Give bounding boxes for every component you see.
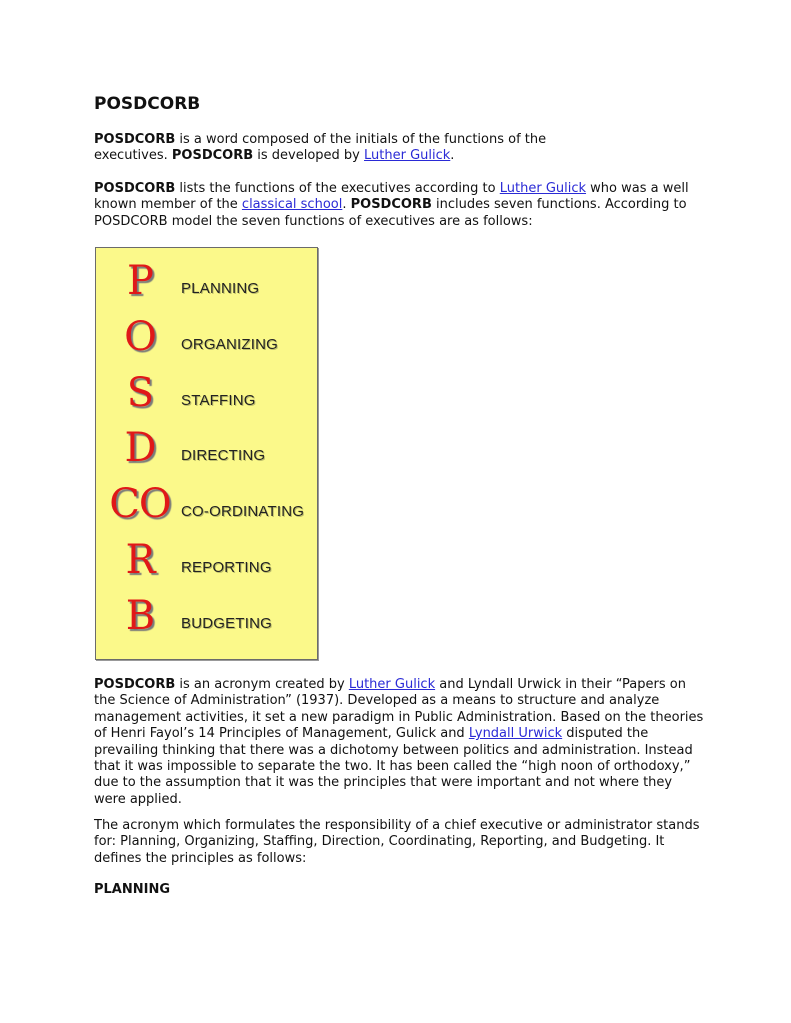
- bold-term: POSDCORB: [94, 181, 176, 196]
- poster-row-staffing: [96, 370, 317, 426]
- poster-row-organizing: [96, 314, 317, 370]
- poster-row-budgeting: [96, 593, 317, 649]
- acronym-paragraph: [94, 677, 706, 808]
- text-span: disputed the prevailing thinking that there was a dichotomy between politics and administration. Instead that it was impossible to separate the two. It has been called the “high noon of orthodoxy,” due to the assumption that it was the principles that were important and not where they were applied.: [94, 726, 693, 807]
- bold-term: POSDCORB: [171, 148, 254, 164]
- text-span: lists the functions of the executives according to: [175, 181, 500, 196]
- luther-gulick-link[interactable]: Luther Gulick: [499, 181, 587, 196]
- text-span: is an acronym created by: [175, 677, 349, 692]
- poster-function: CO-ORDINATING: [181, 503, 305, 520]
- poster-letter: D: [124, 425, 156, 471]
- poster-function: PLANNING: [181, 280, 260, 297]
- poster-function: DIRECTING: [181, 447, 266, 464]
- poster-letter: S: [126, 370, 154, 416]
- text-span: is developed by: [253, 148, 365, 164]
- bold-term: POSDCORB: [350, 197, 432, 213]
- poster-letter: B: [125, 593, 155, 639]
- classical-school-link[interactable]: classical school: [241, 197, 343, 213]
- text-span: .: [342, 197, 351, 213]
- poster-letter: CO: [109, 481, 171, 527]
- text-span: is a word composed of the initials of the functions of the executives.: [94, 132, 547, 164]
- poster-row-directing: [96, 425, 317, 481]
- poster-row-reporting: [96, 537, 317, 593]
- poster-function: BUDGETING: [181, 615, 272, 632]
- definition-paragraph: The acronym which formulates the responsibility of a chief executive or administrator stands for: Planning, Organizing, Staffing, Direction, Coordinating, Reporting, and Budgeting. It defines the principles as follows:: [94, 818, 700, 866]
- functions-paragraph: [94, 181, 706, 230]
- poster-function: STAFFING: [181, 392, 256, 409]
- bold-term: POSDCORB: [94, 677, 176, 692]
- poster-function: ORGANIZING: [181, 336, 279, 353]
- text-span: .: [450, 148, 455, 164]
- lyndall-urwick-link[interactable]: Lyndall Urwick: [468, 726, 563, 742]
- text-span: includes seven functions. According to POSDCORB model the seven functions of executives are as follows:: [94, 197, 687, 229]
- text-span: and Lyndall Urwick in their “Papers on the Science of Administration” (1937). Developed as a means to structure and analyze management activities, it set a new paradigm in Public Administration. Based on the theories of Henri Fayol’s 14 Principles of Management, Gulick and: [94, 677, 704, 742]
- posdcorb-poster: [95, 247, 318, 660]
- luther-gulick-link[interactable]: Luther Gulick: [348, 677, 436, 692]
- poster-row-planning: [96, 258, 317, 314]
- page-title: POSDCORB: [94, 94, 201, 114]
- poster-letter: R: [125, 537, 155, 583]
- luther-gulick-link[interactable]: Luther Gulick: [364, 148, 451, 164]
- planning-heading: PLANNING: [94, 882, 171, 897]
- text-span: who was a well known member of the: [94, 181, 689, 213]
- bold-term: POSDCORB: [94, 132, 176, 147]
- poster-letter: P: [127, 258, 153, 304]
- poster-letter: O: [124, 314, 156, 360]
- poster-function: REPORTING: [181, 559, 272, 576]
- poster-row-coordinating: [96, 481, 317, 537]
- intro-paragraph: [94, 132, 574, 165]
